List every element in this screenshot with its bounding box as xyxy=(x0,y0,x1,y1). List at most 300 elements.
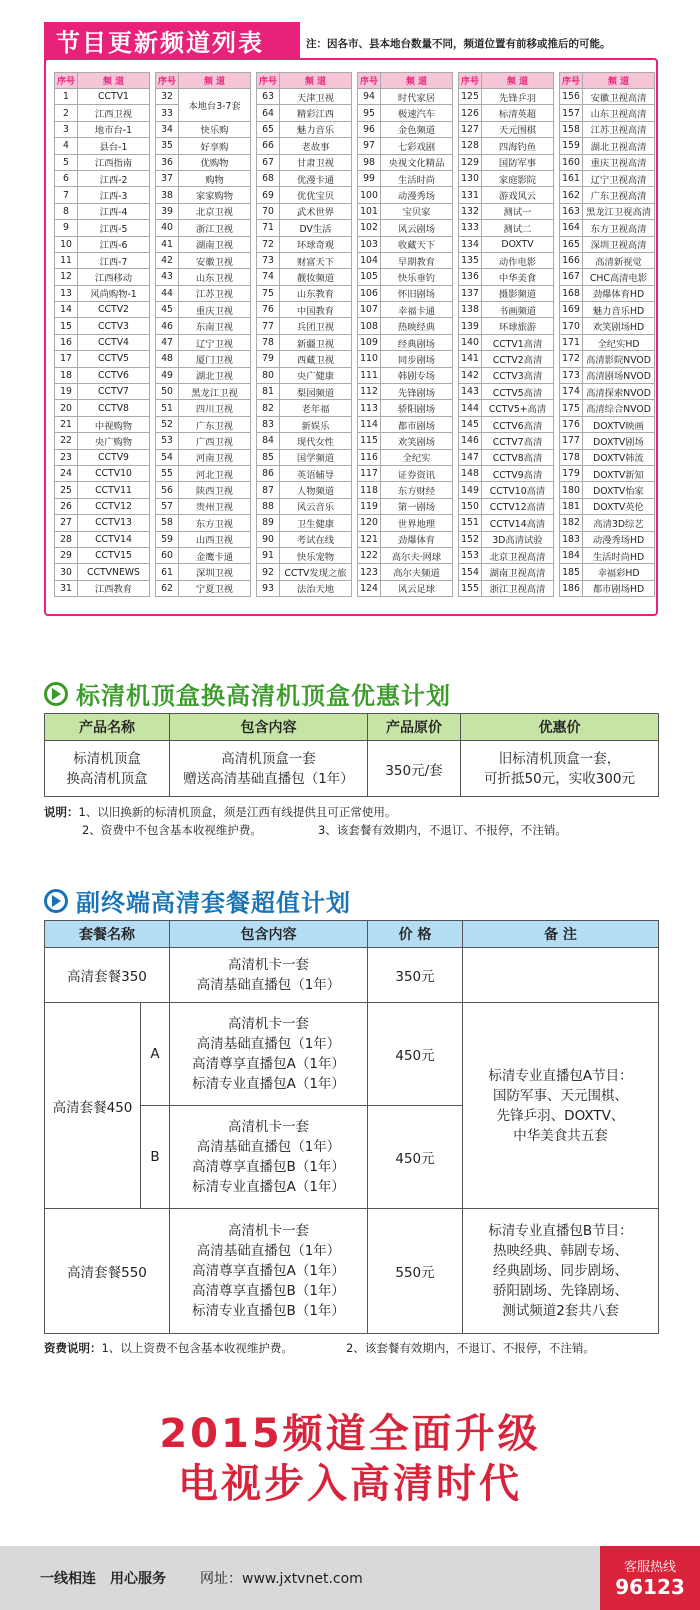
channel-name: 家庭影院 xyxy=(482,170,554,186)
channel-name: 甘肃卫视 xyxy=(280,154,352,170)
channel-name: 深圳卫视 xyxy=(179,564,251,580)
table-row xyxy=(358,187,453,203)
table-row xyxy=(55,515,150,531)
table-row xyxy=(358,89,453,105)
channel-name: 欢笑剧场 xyxy=(381,433,453,449)
table-row xyxy=(560,334,655,350)
plan2-note-2: 2、该套餐有效期内，不退订、不报停，不注销。 xyxy=(346,1341,595,1355)
channel-number: 131 xyxy=(459,187,482,203)
channel-number: 46 xyxy=(156,318,179,334)
channel-number: 127 xyxy=(459,121,482,137)
channel-name: 金鹰卡通 xyxy=(179,547,251,563)
channel-name: 北京卫视高清 xyxy=(482,547,554,563)
table-row xyxy=(459,334,554,350)
channel-name: 央视文化精品 xyxy=(381,154,453,170)
table-row xyxy=(459,547,554,563)
channel-number: 92 xyxy=(257,564,280,580)
table-row xyxy=(156,482,251,498)
pkg-content: 高清机卡一套 高清基础直播包（1年） 高清尊享直播包A（1年） 标清专业直播包A（1年） xyxy=(170,1003,368,1106)
channel-number: 144 xyxy=(459,400,482,416)
channel-number: 166 xyxy=(560,252,583,268)
table-row xyxy=(156,515,251,531)
table-row xyxy=(358,121,453,137)
table-row xyxy=(156,531,251,547)
table-row xyxy=(358,547,453,563)
col-header: 备 注 xyxy=(463,921,659,948)
channel-number: 7 xyxy=(55,187,78,203)
channel-number: 52 xyxy=(156,416,179,432)
channel-number: 21 xyxy=(55,416,78,432)
channel-name: 江西-3 xyxy=(78,187,150,203)
channel-number: 61 xyxy=(156,564,179,580)
channel-name: 同步剧场 xyxy=(381,351,453,367)
table-row xyxy=(560,416,655,432)
table-row xyxy=(459,285,554,301)
table-row xyxy=(257,449,352,465)
channel-number: 47 xyxy=(156,334,179,350)
channel-name: 劲爆体育HD xyxy=(583,285,655,301)
channel-name: 先锋剧场 xyxy=(381,384,453,400)
channel-name: 黑龙江卫视 xyxy=(179,384,251,400)
channel-number: 23 xyxy=(55,449,78,465)
channel-name: 经典剧场 xyxy=(381,334,453,350)
channel-number: 115 xyxy=(358,433,381,449)
table-row xyxy=(55,482,150,498)
col-header: 频 道 xyxy=(482,73,554,89)
channel-name: 湖南卫视高清 xyxy=(482,564,554,580)
channel-number: 100 xyxy=(358,187,381,203)
channel-number: 96 xyxy=(358,121,381,137)
table-row xyxy=(358,384,453,400)
table-row xyxy=(560,384,655,400)
channel-column xyxy=(458,72,554,597)
channel-name: 辽宁卫视高清 xyxy=(583,170,655,186)
channel-number: 65 xyxy=(257,121,280,137)
channel-name: CCTV8高清 xyxy=(482,449,554,465)
channel-number: 71 xyxy=(257,220,280,236)
table-row xyxy=(257,89,352,105)
channel-name: 证券资讯 xyxy=(381,465,453,481)
channel-number: 185 xyxy=(560,564,583,580)
channel-name: CCTV7 xyxy=(78,384,150,400)
channel-number: 79 xyxy=(257,351,280,367)
table-row xyxy=(55,170,150,186)
channel-number: 13 xyxy=(55,285,78,301)
plan2-title xyxy=(44,883,351,918)
table-row xyxy=(560,302,655,318)
table-row xyxy=(459,515,554,531)
channel-number: 5 xyxy=(55,154,78,170)
channel-name: CCTV2高清 xyxy=(482,351,554,367)
channel-name: 央广健康 xyxy=(280,367,352,383)
channel-name: 东方卫视高清 xyxy=(583,220,655,236)
table-row xyxy=(459,367,554,383)
channel-number: 26 xyxy=(55,498,78,514)
channel-name: DOXTV映画 xyxy=(583,416,655,432)
channel-name: 山东卫视高清 xyxy=(583,105,655,121)
col-header: 产品原价 xyxy=(368,714,461,741)
table-row xyxy=(358,203,453,219)
channel-name: CCTV8 xyxy=(78,400,150,416)
table-row xyxy=(156,547,251,563)
table-header-row xyxy=(55,73,150,89)
hotline-label: 客服热线 xyxy=(623,1560,676,1575)
channel-number: 95 xyxy=(358,105,381,121)
channel-name: 收藏天下 xyxy=(381,236,453,252)
table-row xyxy=(55,302,150,318)
table-row xyxy=(358,515,453,531)
channel-name: 优优宝贝 xyxy=(280,187,352,203)
channel-name: 法治天地 xyxy=(280,580,352,596)
channel-name: 金色频道 xyxy=(381,121,453,137)
table-row xyxy=(459,564,554,580)
channel-column xyxy=(357,72,453,597)
channel-number: 85 xyxy=(257,449,280,465)
channel-name: DOXTV xyxy=(482,236,554,252)
channel-number: 99 xyxy=(358,170,381,186)
channel-number: 146 xyxy=(459,433,482,449)
table-row xyxy=(560,367,655,383)
channel-number: 148 xyxy=(459,465,482,481)
table-row xyxy=(459,121,554,137)
table-row xyxy=(55,564,150,580)
channel-name: CCTV发现之旅 xyxy=(280,564,352,580)
table-row xyxy=(55,367,150,383)
channel-number: 77 xyxy=(257,318,280,334)
table-row xyxy=(156,170,251,186)
table-row xyxy=(358,351,453,367)
table-row xyxy=(156,449,251,465)
channel-number: 125 xyxy=(459,89,482,105)
channel-name: 早期教育 xyxy=(381,252,453,268)
channel-number: 18 xyxy=(55,367,78,383)
channel-number: 15 xyxy=(55,318,78,334)
channel-name: 梨园频道 xyxy=(280,384,352,400)
col-header: 序号 xyxy=(55,73,78,89)
table-row xyxy=(156,302,251,318)
table-row xyxy=(560,269,655,285)
channel-name: 东方卫视 xyxy=(179,515,251,531)
channel-number: 169 xyxy=(560,302,583,318)
channel-number: 173 xyxy=(560,367,583,383)
channel-name: CCTV9 xyxy=(78,449,150,465)
pkg-content: 高清机卡一套 高清基础直播包（1年） xyxy=(170,948,368,1003)
channel-name: 江西指南 xyxy=(78,154,150,170)
table-row xyxy=(358,449,453,465)
table-row xyxy=(55,121,150,137)
channel-number: 31 xyxy=(55,580,78,596)
product-discount: 旧标清机顶盒一套， 可折抵50元，实收300元 xyxy=(461,741,659,797)
table-row xyxy=(560,170,655,186)
table-row xyxy=(358,580,453,596)
channel-number: 150 xyxy=(459,498,482,514)
table-row xyxy=(560,564,655,580)
table-row xyxy=(156,269,251,285)
channel-number: 90 xyxy=(257,531,280,547)
channel-number: 29 xyxy=(55,547,78,563)
table-row xyxy=(358,138,453,154)
channel-name: 骄阳剧场 xyxy=(381,400,453,416)
channel-columns xyxy=(54,72,655,597)
channel-name: 现代女性 xyxy=(280,433,352,449)
channel-number: 177 xyxy=(560,433,583,449)
table-row xyxy=(156,498,251,514)
channel-name: 高尔夫·网球 xyxy=(381,547,453,563)
channel-number: 57 xyxy=(156,498,179,514)
channel-number: 10 xyxy=(55,236,78,252)
channel-number: 1 xyxy=(55,89,78,105)
channel-number: 24 xyxy=(55,465,78,481)
table-row xyxy=(459,89,554,105)
channel-number: 118 xyxy=(358,482,381,498)
channel-name: CCTV13 xyxy=(78,515,150,531)
channel-number: 104 xyxy=(358,252,381,268)
channel-name: 精彩江西 xyxy=(280,105,352,121)
table-header-row xyxy=(156,73,251,89)
channel-number: 181 xyxy=(560,498,583,514)
channel-number: 60 xyxy=(156,547,179,563)
table-row xyxy=(55,138,150,154)
channel-name: 高尔夫频道 xyxy=(381,564,453,580)
channel-name: 欢笑剧场HD xyxy=(583,318,655,334)
channel-number: 140 xyxy=(459,334,482,350)
channel-number: 55 xyxy=(156,465,179,481)
table-row xyxy=(459,154,554,170)
channel-name: 山东教育 xyxy=(280,285,352,301)
channel-number: 152 xyxy=(459,531,482,547)
channel-number: 182 xyxy=(560,515,583,531)
channel-number: 117 xyxy=(358,465,381,481)
channel-number: 109 xyxy=(358,334,381,350)
page-title: 节目更新频道列表 xyxy=(44,22,300,64)
table-header-row xyxy=(257,73,352,89)
channel-number: 8 xyxy=(55,203,78,219)
channel-name: 本地台3-7套 xyxy=(179,89,251,122)
channel-name: 都市剧场 xyxy=(381,416,453,432)
channel-name: 央广购物 xyxy=(78,433,150,449)
product-content: 高清机顶盒一套 赠送高清基础直播包（1年） xyxy=(170,741,368,797)
channel-name: CCTV5 xyxy=(78,351,150,367)
channel-name: CCTV3 xyxy=(78,318,150,334)
channel-name: 江西-7 xyxy=(78,252,150,268)
channel-number: 62 xyxy=(156,580,179,596)
channel-number: 40 xyxy=(156,220,179,236)
channel-number: 44 xyxy=(156,285,179,301)
channel-number: 143 xyxy=(459,384,482,400)
channel-number: 49 xyxy=(156,367,179,383)
channel-name: 风云音乐 xyxy=(280,498,352,514)
channel-number: 164 xyxy=(560,220,583,236)
channel-name: 国防军事 xyxy=(482,154,554,170)
channel-number: 156 xyxy=(560,89,583,105)
table-row xyxy=(55,334,150,350)
col-header: 序号 xyxy=(156,73,179,89)
channel-number: 165 xyxy=(560,236,583,252)
channel-number: 168 xyxy=(560,285,583,301)
channel-number: 17 xyxy=(55,351,78,367)
table-row xyxy=(560,465,655,481)
channel-number: 2 xyxy=(55,105,78,121)
table-row xyxy=(560,154,655,170)
channel-number: 3 xyxy=(55,121,78,137)
table-row xyxy=(257,564,352,580)
channel-number: 162 xyxy=(560,187,583,203)
channel-name: 天津卫视 xyxy=(280,89,352,105)
channel-name: 河南卫视 xyxy=(179,449,251,465)
channel-name: CCTV5+高清 xyxy=(482,400,554,416)
channel-number: 116 xyxy=(358,449,381,465)
table-row xyxy=(459,252,554,268)
channel-name: 广东卫视高清 xyxy=(583,187,655,203)
channel-number: 97 xyxy=(358,138,381,154)
channel-number: 107 xyxy=(358,302,381,318)
channel-name: 英语辅导 xyxy=(280,465,352,481)
channel-name: 宝贝家 xyxy=(381,203,453,219)
channel-number: 178 xyxy=(560,449,583,465)
table-row xyxy=(257,252,352,268)
channel-number: 73 xyxy=(257,252,280,268)
channel-number: 66 xyxy=(257,138,280,154)
table-row xyxy=(560,351,655,367)
table-row xyxy=(358,269,453,285)
channel-number: 101 xyxy=(358,203,381,219)
channel-number: 136 xyxy=(459,269,482,285)
channel-name: 考试在线 xyxy=(280,531,352,547)
channel-name: 老年福 xyxy=(280,400,352,416)
channel-number: 147 xyxy=(459,449,482,465)
table-row xyxy=(560,203,655,219)
channel-name: 江西-2 xyxy=(78,170,150,186)
play-icon xyxy=(44,682,68,706)
channel-name: 湖北卫视高清 xyxy=(583,138,655,154)
channel-number: 39 xyxy=(156,203,179,219)
table-row xyxy=(257,531,352,547)
channel-name: 武术世界 xyxy=(280,203,352,219)
channel-name: 四海钓鱼 xyxy=(482,138,554,154)
channel-number: 145 xyxy=(459,416,482,432)
channel-name: 标清英超 xyxy=(482,105,554,121)
channel-number: 121 xyxy=(358,531,381,547)
channel-name: 广东卫视 xyxy=(179,416,251,432)
table-row xyxy=(156,351,251,367)
channel-name: 江苏卫视高清 xyxy=(583,121,655,137)
col-header: 包含内容 xyxy=(170,714,368,741)
channel-name: 极速汽车 xyxy=(381,105,453,121)
channel-number: 176 xyxy=(560,416,583,432)
channel-number: 119 xyxy=(358,498,381,514)
channel-name: 卫生健康 xyxy=(280,515,352,531)
channel-name: 西藏卫视 xyxy=(280,351,352,367)
channel-name: 东南卫视 xyxy=(179,318,251,334)
table-row xyxy=(358,220,453,236)
channel-name: 世界地理 xyxy=(381,515,453,531)
table-header-row xyxy=(459,73,554,89)
channel-number: 151 xyxy=(459,515,482,531)
table-row xyxy=(560,105,655,121)
channel-column xyxy=(54,72,150,597)
channel-number: 50 xyxy=(156,384,179,400)
channel-name: CCTV10 xyxy=(78,465,150,481)
col-header: 频 道 xyxy=(583,73,655,89)
pkg-content: 高清机卡一套 高清基础直播包（1年） 高清尊享直播包B（1年） 标清专业直播包A（1年） xyxy=(170,1106,368,1209)
table-row xyxy=(459,203,554,219)
channel-name: 浙江卫视高清 xyxy=(482,580,554,596)
channel-number: 43 xyxy=(156,269,179,285)
channel-name: 天元围棋 xyxy=(482,121,554,137)
channel-name: 动漫秀场HD xyxy=(583,531,655,547)
table-row xyxy=(358,433,453,449)
col-header: 序号 xyxy=(257,73,280,89)
channel-number: 112 xyxy=(358,384,381,400)
table-row xyxy=(560,138,655,154)
plan2-table xyxy=(44,920,659,1334)
channel-name: 陕西卫视 xyxy=(179,482,251,498)
table-row xyxy=(459,220,554,236)
channel-name: 重庆卫视高清 xyxy=(583,154,655,170)
channel-number: 33 xyxy=(156,105,179,121)
table-row xyxy=(358,482,453,498)
table-row xyxy=(156,121,251,137)
table-row xyxy=(459,302,554,318)
table-row xyxy=(257,433,352,449)
channel-name: 韩剧专场 xyxy=(381,367,453,383)
channel-number: 63 xyxy=(257,89,280,105)
table-row xyxy=(459,449,554,465)
channel-number: 70 xyxy=(257,203,280,219)
col-header: 序号 xyxy=(459,73,482,89)
channel-number: 102 xyxy=(358,220,381,236)
table-row xyxy=(257,220,352,236)
slogan-line-1: 2015频道全面升级 xyxy=(159,1411,541,1457)
channel-name: 新疆卫视 xyxy=(280,334,352,350)
channel-name: 魅力音乐 xyxy=(280,121,352,137)
table-row xyxy=(560,121,655,137)
channel-name: CCTV1高清 xyxy=(482,334,554,350)
plan1-note-1: 说明：1、以旧换新的标清机顶盒，须是江西有线提供且可正常使用。 xyxy=(44,805,397,819)
channel-name: 湖南卫视 xyxy=(179,236,251,252)
channel-name: 生活时尚HD xyxy=(583,547,655,563)
channel-name: 七彩戏剧 xyxy=(381,138,453,154)
table-row xyxy=(55,154,150,170)
channel-number: 106 xyxy=(358,285,381,301)
channel-name: DOXTV剧场 xyxy=(583,433,655,449)
table-row xyxy=(358,285,453,301)
website-link[interactable]: www.jxtvnet.com xyxy=(242,1571,363,1587)
table-row xyxy=(459,416,554,432)
table-row xyxy=(257,351,352,367)
table-row xyxy=(257,203,352,219)
channel-number: 74 xyxy=(257,269,280,285)
table-row xyxy=(358,367,453,383)
table-row xyxy=(55,220,150,236)
table-row xyxy=(459,498,554,514)
channel-number: 81 xyxy=(257,384,280,400)
channel-number: 6 xyxy=(55,170,78,186)
table-row xyxy=(358,564,453,580)
table-row xyxy=(257,285,352,301)
channel-name: 辽宁卫视 xyxy=(179,334,251,350)
table-row xyxy=(156,138,251,154)
channel-number: 129 xyxy=(459,154,482,170)
table-row xyxy=(560,433,655,449)
channel-name: 宁夏卫视 xyxy=(179,580,251,596)
channel-number: 172 xyxy=(560,351,583,367)
table-row xyxy=(257,269,352,285)
channel-number: 120 xyxy=(358,515,381,531)
pkg-variant: A xyxy=(141,1003,170,1106)
channel-name: 北京卫视 xyxy=(179,203,251,219)
channel-number: 153 xyxy=(459,547,482,563)
